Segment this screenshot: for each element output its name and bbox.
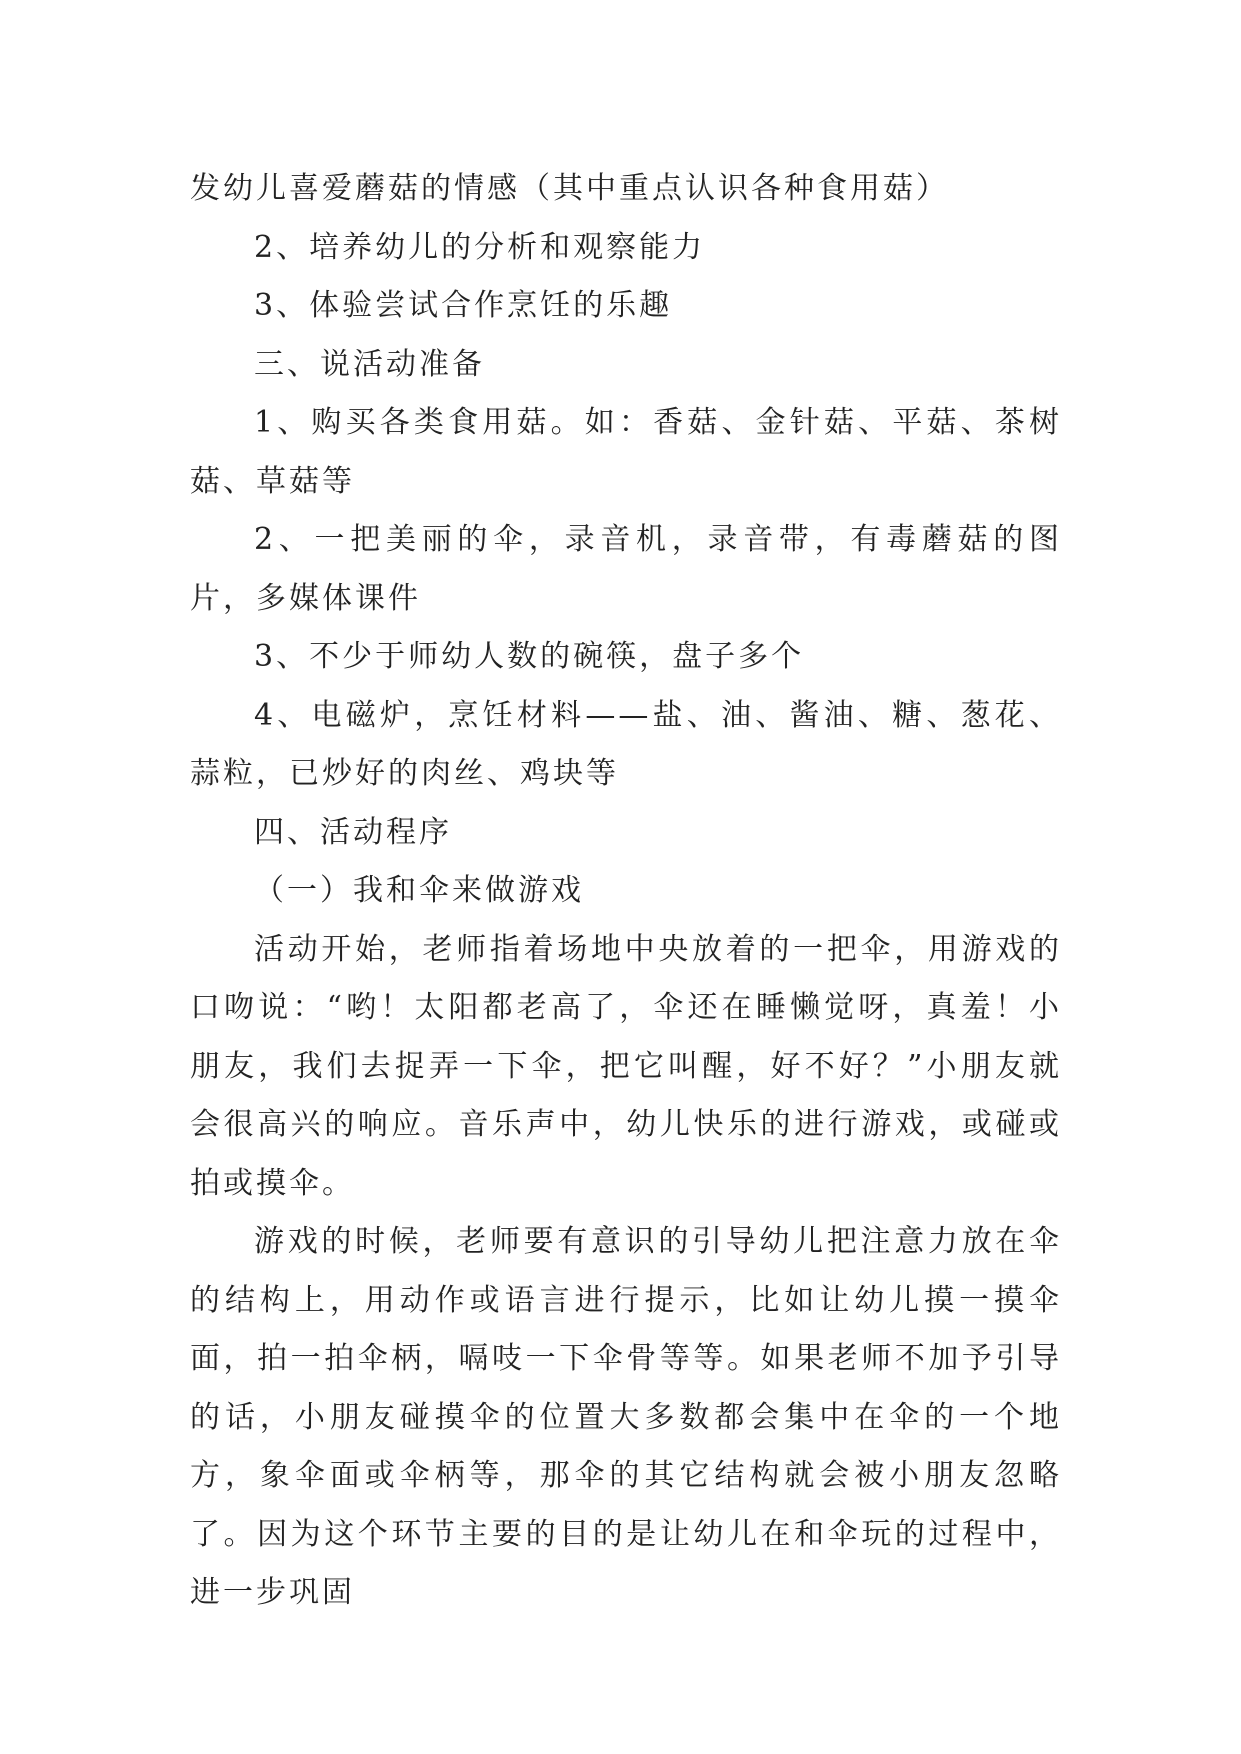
- paragraph: 1、购买各类食用菇。如：香菇、金针菇、平菇、茶树菇、草菇等: [190, 405, 1062, 499]
- paragraph: 2、培养幼儿的分析和观察能力: [254, 229, 706, 265]
- section-heading: 四、活动程序: [254, 814, 452, 850]
- subsection-heading: （一）我和伞来做游戏: [254, 873, 584, 908]
- body-text: [190, 160, 1062, 1623]
- paragraph: 4、电磁炉，烹饪材料——盐、油、酱油、糖、葱花、蒜粒，已炒好的肉丝、鸡块等: [190, 697, 1062, 791]
- paragraph: 活动开始，老师指着场地中央放着的一把伞，用游戏的口吻说：“哟！太阳都老高了，伞还在睡懒觉呀，真羞！小朋友，我们去捉弄一下伞，把它叫醒，好不好？”小朋友就会很高兴的响应。音乐声中，幼儿快乐的进行游戏，或碰或拍或摸伞。: [190, 931, 1062, 1201]
- paragraph: 3、不少于师幼人数的碗筷，盘子多个: [254, 639, 805, 674]
- paragraph: 游戏的时候，老师要有意识的引导幼儿把注意力放在伞的结构上，用动作或语言进行提示，比如让幼儿摸一摸伞面，拍一拍伞柄，嗝吱一下伞骨等等。如果老师不加予引导的话，小朋友碰摸伞的位置大多数都会集中在伞的一个地方，象伞面或伞柄等，那伞的其它结构就会被小朋友忽略了。因为这个环节主要的目的是让幼儿在和伞玩的过程中，进一步巩固: [190, 1224, 1062, 1610]
- section-heading: 三、说活动准备: [254, 346, 485, 382]
- paragraph: 2、一把美丽的伞，录音机，录音带，有毒蘑菇的图片，多媒体课件: [190, 522, 1062, 616]
- paragraph: 发幼儿喜爱蘑菇的情感（其中重点认识各种食用菇）: [190, 171, 949, 206]
- paragraph: 3、体验尝试合作烹饪的乐趣: [254, 288, 673, 323]
